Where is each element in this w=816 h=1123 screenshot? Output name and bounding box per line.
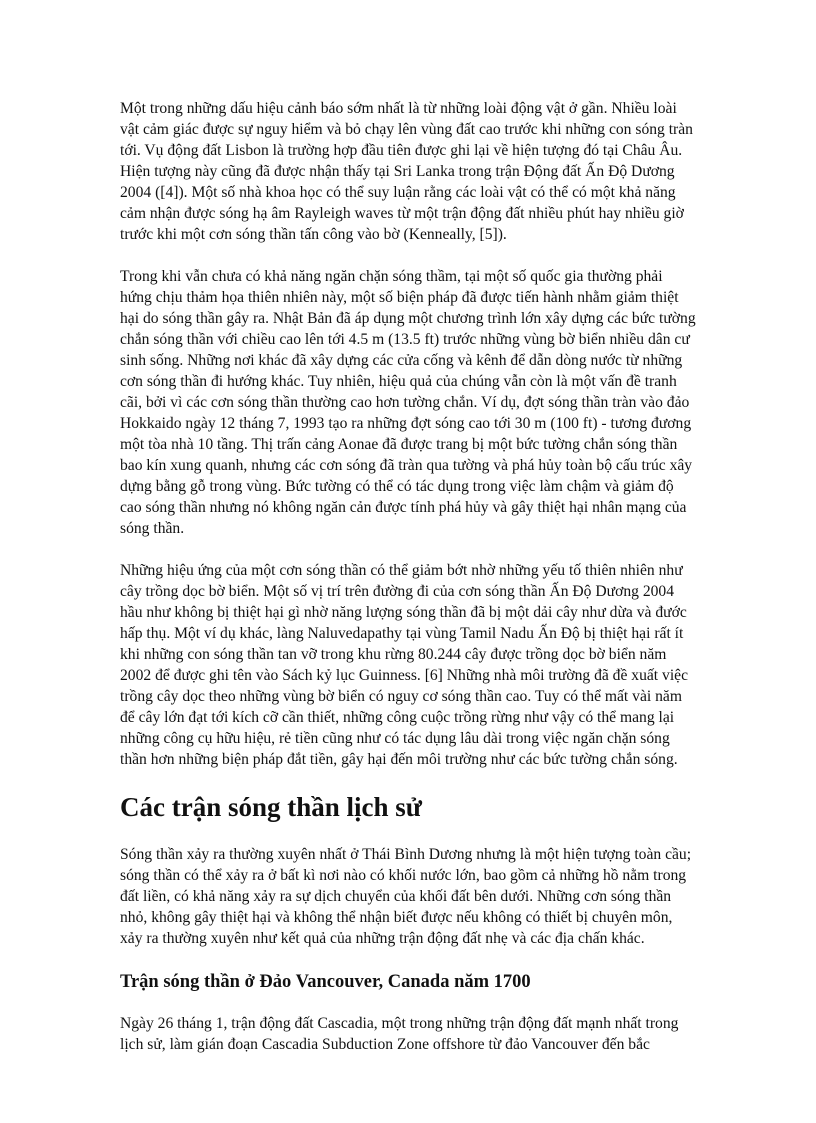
heading-historical-tsunamis: Các trận sóng thần lịch sử <box>120 792 422 822</box>
paragraph-animal-warning: Một trong những dấu hiệu cảnh báo sớm nhất là từ những loài động vật ở gần. Nhiều loài vật cảm giác được sự nguy hiểm và bỏ chạy lên vùng đất cao trước khi những con sóng tràn tới. Vụ động đất Lisbon là trường hợp đầu tiên được ghi lại về hiện tượng đó tại Châu Âu. Hiện tượng này cũng đã được nhận thấy tại Sri Lanka trong trận Động đất Ấn Độ Dương 2004 ([4]). Một số nhà khoa học có thể suy luận rằng các loài vật có thể có một khả năng cảm nhận được sóng hạ âm Rayleigh waves từ một trận động đất nhiều phút hay nhiều giờ trước khi một cơn sóng thần tấn công vào bờ (Kenneally, [5]). <box>120 100 693 243</box>
paragraph-vancouver: Ngày 26 tháng 1, trận động đất Cascadia, một trong những trận động đất mạnh nhất trong lịch sử, làm gián đoạn Cascadia Subduction Zone offshore từ đảo Vancouver đến bắc <box>120 1015 679 1053</box>
heading-vancouver-1700: Trận sóng thần ở Đảo Vancouver, Canada năm 1700 <box>120 972 531 992</box>
paragraph-historical-overview: Sóng thần xảy ra thường xuyên nhất ở Thái Bình Dương nhưng là một hiện tượng toàn cầu; sóng thần có thể xảy ra ở bất kì nơi nào có khối nước lớn, bao gồm cả những hồ nằm trong đất liền, có khả năng xảy ra sự dịch chuyển của khối đất bên dưới. Những cơn sóng thần nhỏ, không gây thiệt hại và không thể nhận biết được nếu không có thiết bị chuyên môn, xảy ra thường xuyên như kết quả của những trận động đất nhẹ và các địa chấn khác. <box>120 846 692 947</box>
paragraph-coastal-trees: Những hiệu ứng của một cơn sóng thần có thể giảm bớt nhờ những yếu tố thiên nhiên như cây trồng dọc bờ biển. Một số vị trí trên đường đi của cơn sóng thần Ấn Độ Dương 2004 hầu như không bị thiệt hại gì nhờ năng lượng sóng thần đã bị một dải cây như dừa và đước hấp thụ. Một ví dụ khác, làng Naluvedapathy tại vùng Tamil Nadu Ấn Độ bị thiệt hại rất ít khi những con sóng thần tan vỡ trong khu rừng 80.244 cây được trồng dọc bờ biển năm 2002 để được ghi tên vào Sách kỷ lục Guinness. [6] Những nhà môi trường đã đề xuất việc trồng cây dọc theo những vùng bờ biển có nguy cơ sóng thần cao. Tuy có thể mất vài năm để cây lớn đạt tới kích cỡ cần thiết, những công cuộc trồng rừng như vậy có thể mang lại những công cụ hữu hiệu, rẻ tiền cũng như có tác dụng lâu dài trong việc ngăn chặn sóng thần hơn những biện pháp đắt tiền, gây hại đến môi trường như các bức tường chắn sóng. <box>120 562 689 768</box>
paragraph-seawalls: Trong khi vẫn chưa có khả năng ngăn chặn sóng thầm, tại một số quốc gia thường phải hứng chịu thảm họa thiên nhiên này, một số biện pháp đã được tiến hành nhằm giảm thiệt hại do sóng thần gây ra. Nhật Bản đã áp dụng một chương trình lớn xây dựng các bức tường chắn sóng thần với chiều cao lên tới 4.5 m (13.5 ft) trước những vùng bờ biển nhiều dân cư sinh sống. Những nơi khác đã xây dựng các cửa cống và kênh để dẫn dòng nước từ những cơn sóng thần đi hướng khác. Tuy nhiên, hiệu quả của chúng vẫn còn là một vấn đề tranh cãi, bởi vì các cơn sóng thần thường cao hơn tường chắn. Ví dụ, đợt sóng thần tràn vào đảo Hokkaido ngày 12 tháng 7, 1993 tạo ra những đợt sóng cao tới 30 m (100 ft) - tương đương một tòa nhà 10 tầng. Thị trấn cảng Aonae đã được trang bị một bức tường chắn sóng thần bao kín xung quanh, nhưng các cơn sóng đã tràn qua tường và phá hủy toàn bộ cấu trúc xây dựng bằng gỗ trong vùng. Bức tường có thể có tác dụng trong việc làm chậm và giảm độ cao sóng thần nhưng nó không ngăn cản được tính phá hủy và gây thiệt hại nhân mạng của sóng thần. <box>120 268 696 537</box>
document-page <box>120 98 698 1076</box>
